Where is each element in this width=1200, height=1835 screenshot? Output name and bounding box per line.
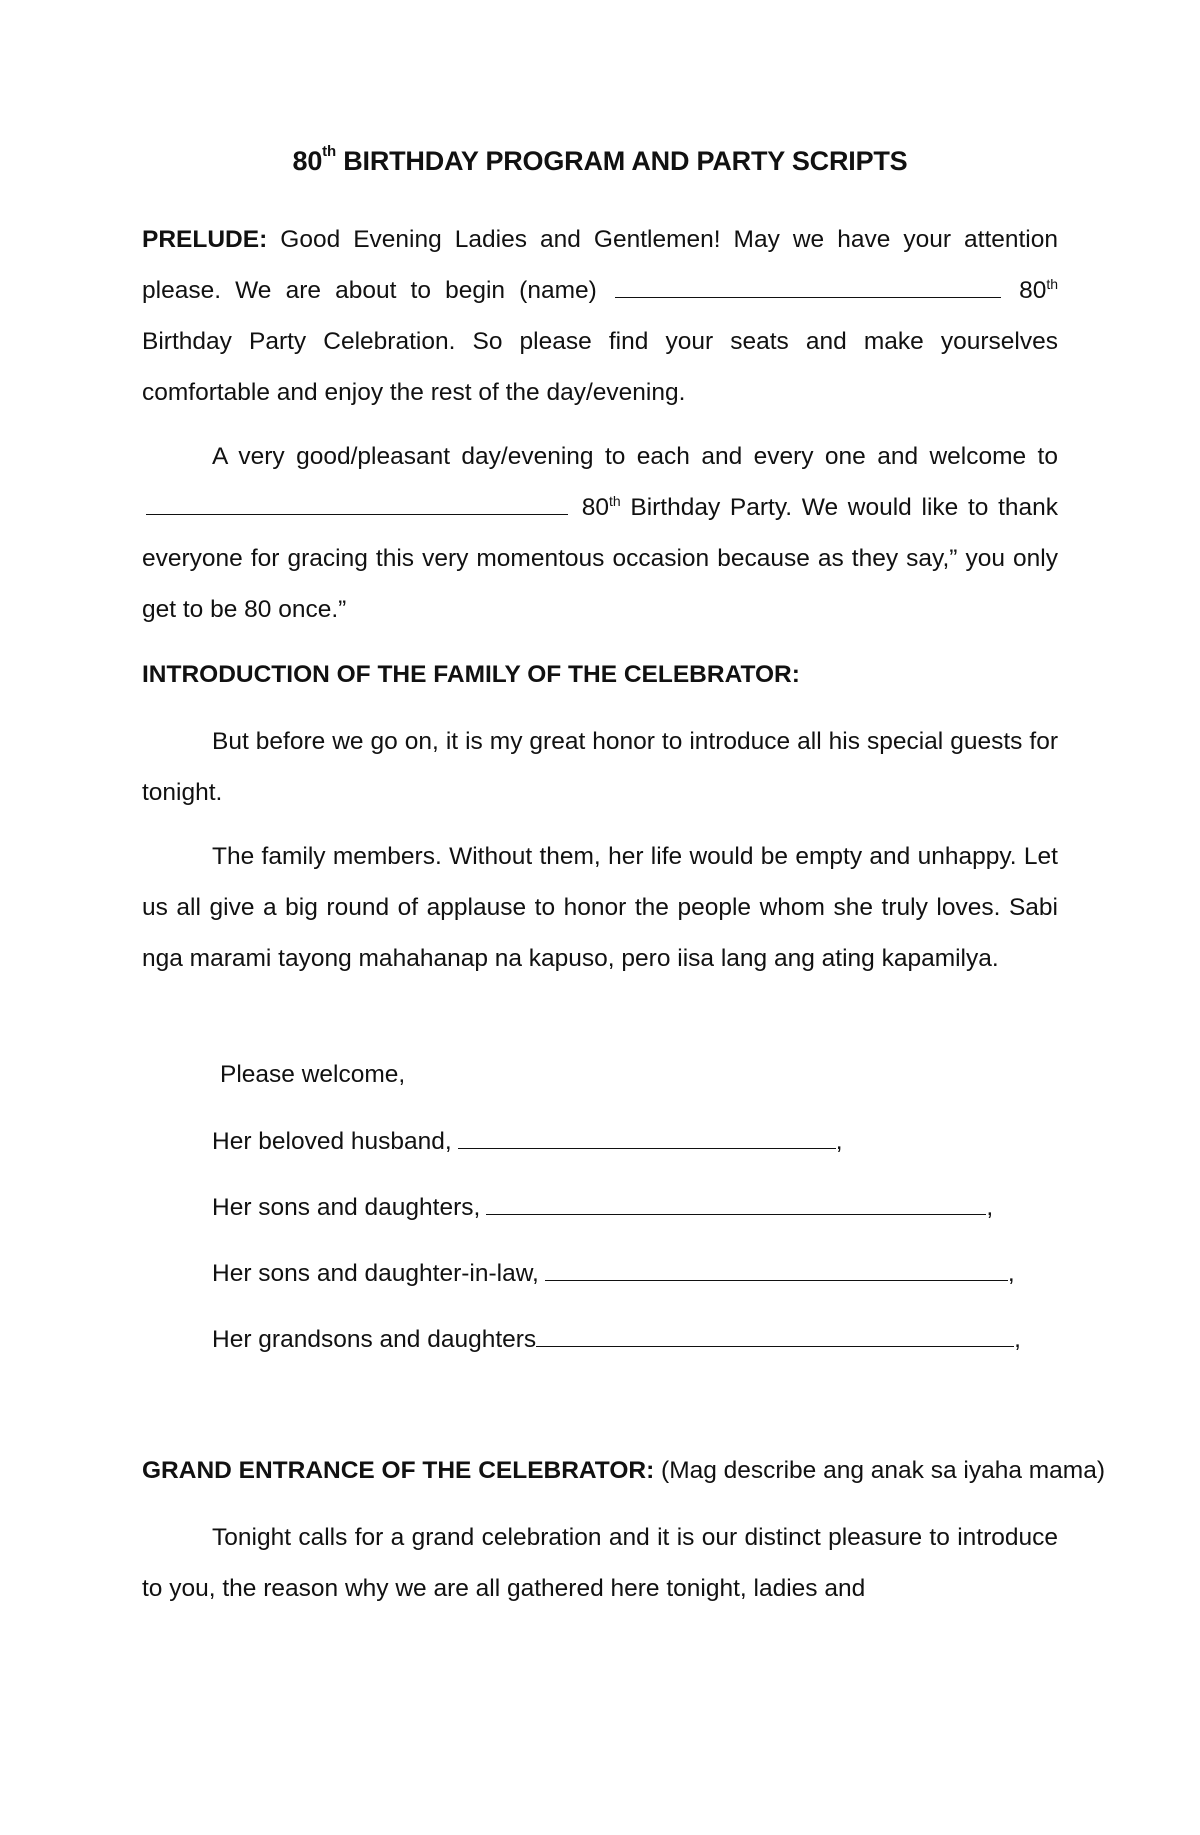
grandchildren-blank [536,1324,1014,1347]
prelude-age: 80 [1019,277,1047,304]
entrance-label: GRAND ENTRANCE OF THE CELEBRATOR: [142,1457,655,1484]
welcome-text: A very good/pleasant day/evening to each and every one and welcome to [212,443,1058,470]
welcome-age: 80 [581,494,609,521]
family-line-in-law [142,1258,1015,1289]
title-superscript: th [322,143,336,160]
prelude-label: PRELUDE: [142,226,268,253]
celebrant-blank [146,492,568,515]
welcome-text-end: Birthday Party. We would like to thank everyone for gracing this very momentous occasion because as they say,” you only get to be 80 once.” [142,494,1059,623]
husband-blank [458,1126,836,1149]
family-line-children [142,1192,993,1223]
page-title [0,143,1200,177]
line-end: , [1007,1260,1015,1287]
prelude-text-end: Birthday Party Celebration. So please find your seats and make yourselves comfortable and enjoy the rest of the day/evening. [142,328,1058,406]
name-blank [615,275,1001,298]
family-line-label: Her sons and daughters, [212,1194,481,1221]
entrance-heading [142,1456,1105,1486]
welcome-superscript: th [608,492,621,509]
in-law-blank [545,1258,1008,1281]
title-number: 80 [292,146,323,176]
please-welcome: Please welcome, [220,1061,406,1088]
family-line-husband [142,1126,843,1157]
entrance-paragraph: Tonight calls for a grand celebration and it is our distinct pleasure to introduce to you, the reason why we are all gathered here tonight, ladies and [142,1524,1058,1602]
prelude-text: Good Evening Ladies and Gentlemen! May we have your attention please. We are about to begin (name) [142,226,1059,304]
family-line-label: Her beloved husband, [212,1128,452,1155]
family-line-label: Her sons and daughter-in-law, [212,1260,539,1287]
prelude-superscript: th [1046,275,1059,292]
prelude-paragraph [142,214,1058,418]
intro-paragraph: But before we go on, it is my great honor to introduce all his special guests for tonight. [142,728,1058,806]
line-end: , [986,1194,994,1221]
family-line-label: Her grandsons and daughters [212,1326,537,1353]
family-line-grandchildren [142,1324,1021,1355]
line-end: , [835,1128,843,1155]
entrance-note: (Mag describe ang anak sa iyaha mama) [661,1457,1105,1484]
title-text: BIRTHDAY PROGRAM AND PARTY SCRIPTS [335,146,908,176]
welcome-paragraph [142,431,1058,635]
intro-heading: INTRODUCTION OF THE FAMILY OF THE CELEBRATOR: [142,661,800,688]
children-blank [486,1192,986,1215]
family-paragraph: The family members. Without them, her life would be empty and unhappy. Let us all give a big round of applause to honor the people whom she truly loves. Sabi nga marami tayong mahahanap na kapuso, pero iisa lang ang ating kapamilya. [142,843,1058,972]
line-end: , [1014,1326,1021,1353]
